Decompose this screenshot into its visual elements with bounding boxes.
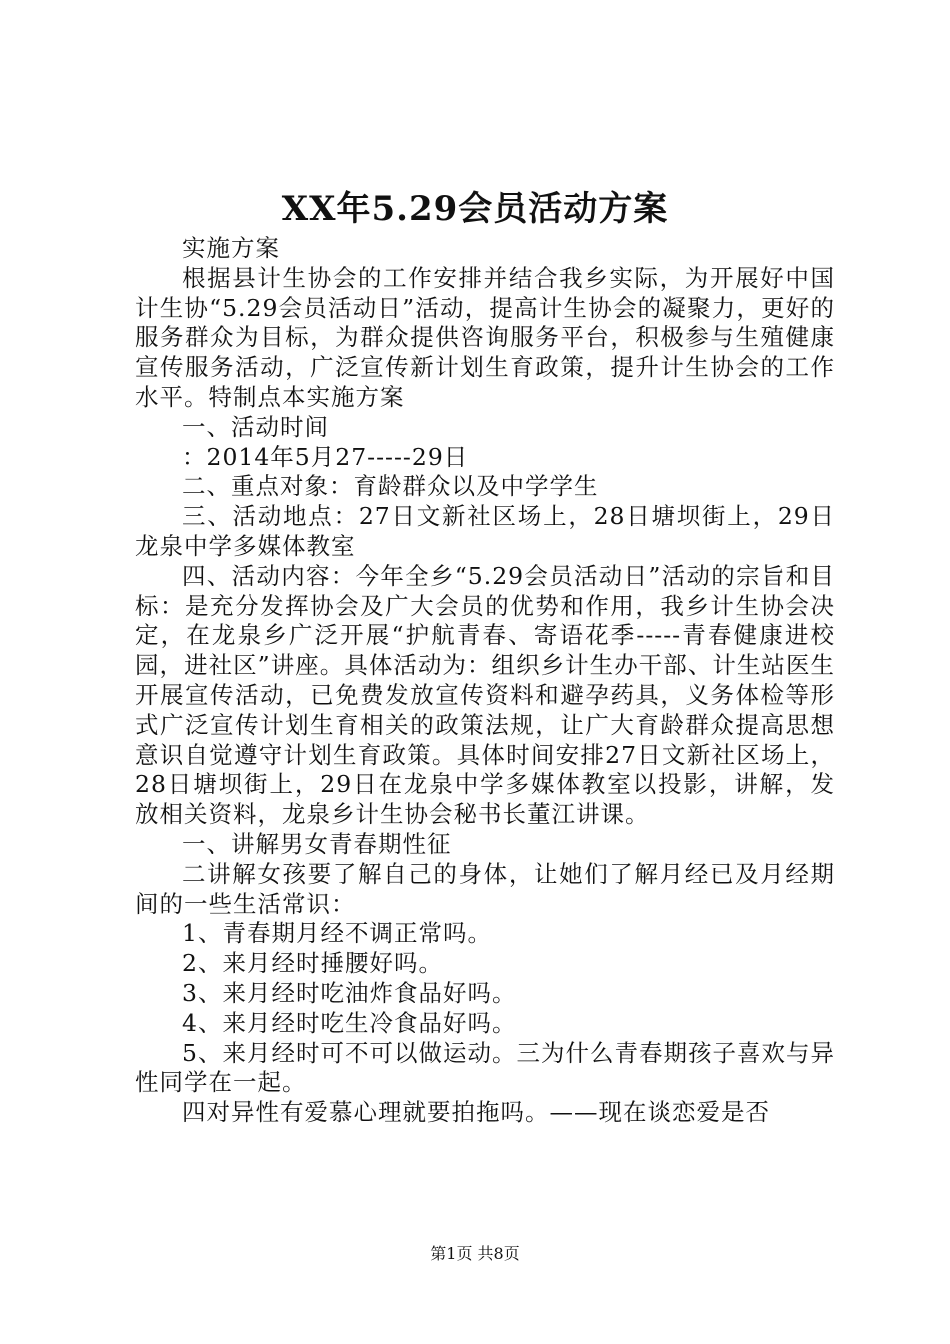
paragraph-topic-1: 一、讲解男女青春期性征	[182, 829, 452, 858]
document-title: XX年5.29会员活动方案	[281, 189, 669, 229]
paragraph-topic-2: 二讲解女孩要了解自己的身体，让她们了解月经已及月经期间的一些生活常识：	[135, 859, 835, 918]
paragraph-topic-4: 四对异性有爱慕心理就要拍拖吗。——现在谈恋爱是否	[182, 1098, 770, 1127]
paragraph-section-time: 一、活动时间	[182, 412, 329, 441]
list-item: 3、来月经时吃油炸食品好吗。	[182, 978, 517, 1007]
page-indicator: 第1页 共8页	[430, 1244, 520, 1263]
list-item: 5、来月经时可不可以做运动。三为什么青春期孩子喜欢与异性同学在一起。	[135, 1038, 835, 1097]
document-body	[135, 234, 835, 1128]
paragraph-intro: 根据县计生协会的工作安排并结合我乡实际，为开展好中国计生协“5.29会员活动日”活动，提高计生协会的凝聚力，更好的服务群众为目标，为群众提供咨询服务平台，积极参与生殖健康宣传服务活动，广泛宣传新计划生育政策，提升计生协会的工作水平。特制点本实施方案	[135, 263, 835, 411]
list-item: 2、来月经时捶腰好吗。	[182, 949, 443, 978]
paragraph-heading: 实施方案	[182, 234, 280, 262]
list-item: 4、来月经时吃生冷食品好吗。	[182, 1008, 517, 1037]
paragraph-target: 二、重点对象：育龄群众以及中学学生	[182, 472, 599, 501]
list-item: 1、青春期月经不调正常吗。	[182, 919, 492, 948]
paragraph-time-value: ：2014年5月27-----29日	[182, 442, 469, 471]
paragraph-content: 四、活动内容：今年全乡“5.29会员活动日”活动的宗旨和目标：是充分发挥协会及广大会员的优势和作用，我乡计生协会决定，在龙泉乡广泛开展“护航青春、寄语花季-----青春健康进校园，进社区”讲座。具体活动为：组织乡计生办干部、计生站医生开展宣传活动，已免费发放宣传资料和避孕药具，义务体检等形式广泛宣传计划生育相关的政策法规，让广大育龄群众提高思想意识自觉遵守计划生育政策。具体时间安排27日文新社区场上，28日塘坝街上，29日在龙泉中学多媒体教室以投影，讲解，发放相关资料，龙泉乡计生协会秘书长董江讲课。	[135, 561, 835, 829]
paragraph-location: 三、活动地点：27日文新社区场上，28日塘坝街上，29日龙泉中学多媒体教室	[135, 502, 835, 560]
